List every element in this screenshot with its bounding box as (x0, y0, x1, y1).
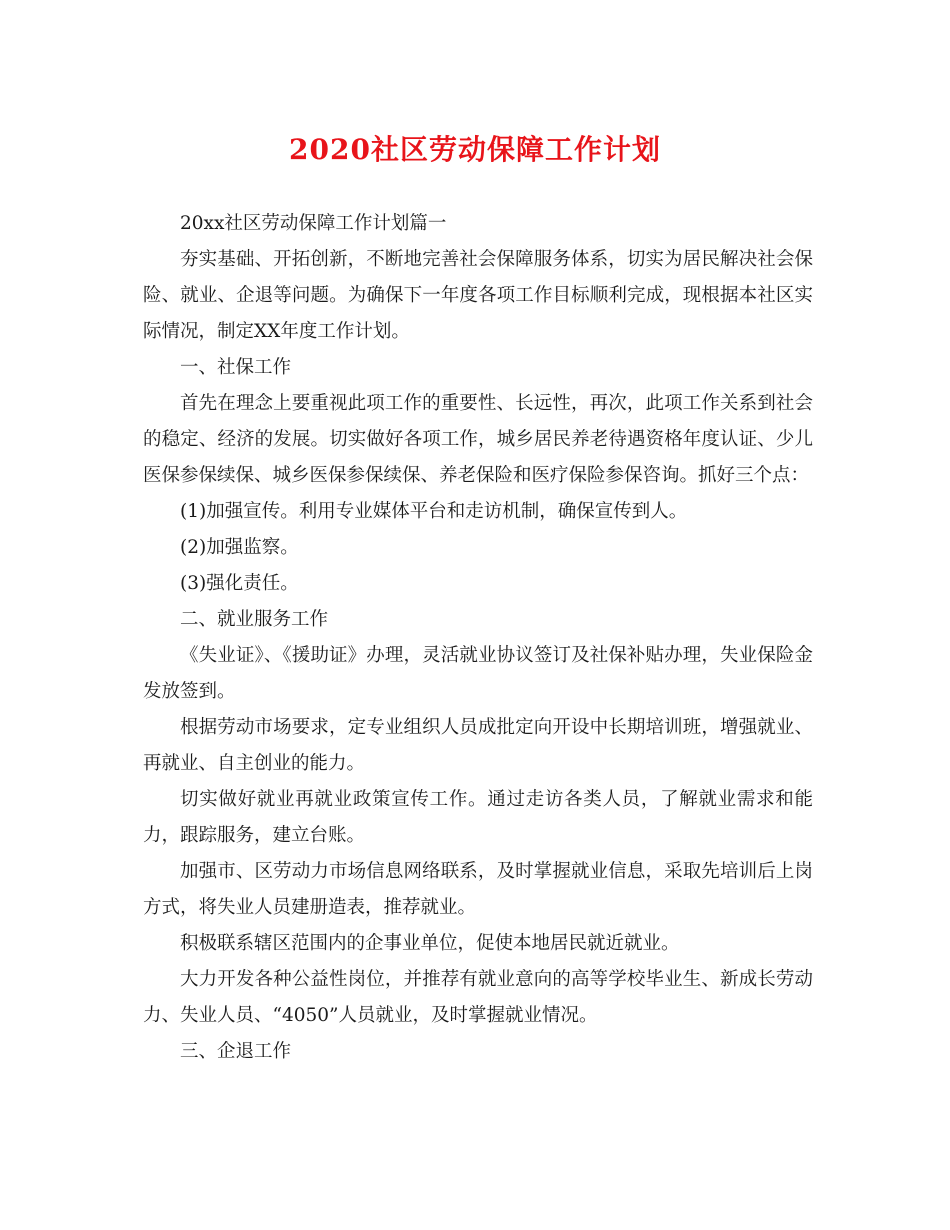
paragraph: 《失业证》、《援助证》办理，灵活就业协议签订及社保补贴办理，失业保险金发放签到。 (143, 645, 813, 702)
paragraph: 积极联系辖区范围内的企事业单位，促使本地居民就近就业。 (180, 933, 680, 954)
list-item: (3)强化责任。 (180, 573, 299, 594)
section-heading: 一、社保工作 (180, 357, 292, 378)
list-item: (2)加强监察。 (180, 537, 299, 558)
paragraph: 切实做好就业再就业政策宣传工作。通过走访各类人员，了解就业需求和能力，跟踪服务，建立台账。 (143, 789, 813, 846)
paragraph: 夯实基础、开拓创新，不断地完善社会保障服务体系，切实为居民解决社会保险、就业、企退等问题。为确保下一年度各项工作目标顺利完成，现根据本社区实际情况，制定XX年度工作计划。 (143, 249, 813, 342)
paragraph: 根据劳动市场要求，定专业组织人员成批定向开设中长期培训班，增强就业、再就业、自主创业的能力。 (143, 717, 813, 774)
section-heading: 三、企退工作 (180, 1041, 292, 1062)
document-body (143, 206, 813, 1070)
list-item: (1)加强宣传。利用专业媒体平台和走访机制，确保宣传到人。 (180, 501, 688, 522)
paragraph: 大力开发各种公益性岗位，并推荐有就业意向的高等学校毕业生、新成长劳动力、失业人员、“4050”人员就业，及时掌握就业情况。 (143, 969, 813, 1026)
paragraph: 首先在理念上要重视此项工作的重要性、长远性，再次，此项工作关系到社会的稳定、经济的发展。切实做好各项工作，城乡居民养老待遇资格年度认证、少儿医保参保续保、城乡医保参保续保、养老保险和医疗保险参保咨询。抓好三个点： (143, 393, 813, 486)
paragraph: 加强市、区劳动力市场信息网络联系，及时掌握就业信息，采取先培训后上岗方式，将失业人员建册造表，推荐就业。 (143, 861, 813, 918)
paragraph-subtitle: 20xx社区劳动保障工作计划篇一 (180, 213, 447, 234)
section-heading: 二、就业服务工作 (180, 609, 329, 630)
document-title: 2020社区劳动保障工作计划 (289, 133, 661, 166)
